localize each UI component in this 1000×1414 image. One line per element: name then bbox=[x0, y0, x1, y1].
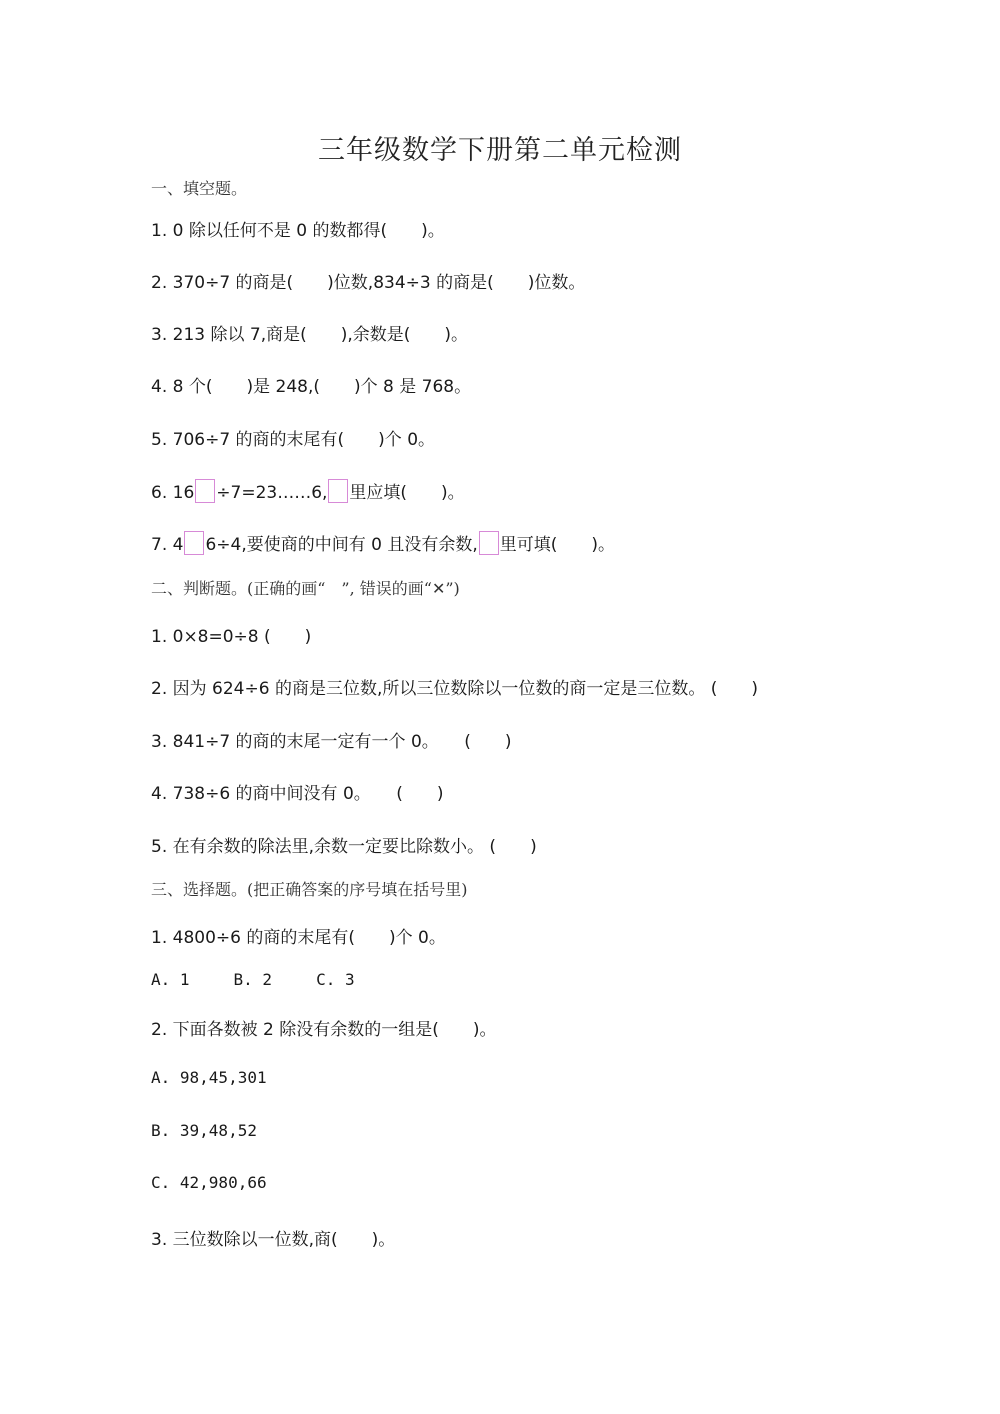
option-a: A. 1 bbox=[151, 970, 190, 989]
judge-question-4: 4. 738÷6 的商中间没有 0。 ( ) bbox=[151, 784, 444, 804]
answer-box[interactable] bbox=[328, 479, 348, 503]
judge-question-3: 3. 841÷7 的商的末尾一定有一个 0。 ( ) bbox=[151, 732, 512, 752]
q6-text-b: ÷7=23……6, bbox=[216, 483, 328, 503]
answer-box[interactable] bbox=[479, 531, 499, 555]
answer-box[interactable] bbox=[195, 479, 215, 503]
section-heading-choice: 三、选择题。(把正确答案的序号填在括号里) bbox=[151, 880, 468, 899]
answer-box[interactable] bbox=[184, 531, 204, 555]
choice-question-2: 2. 下面各数被 2 除没有余数的一组是( )。 bbox=[151, 1020, 497, 1040]
judge-question-2: 2. 因为 624÷6 的商是三位数,所以三位数除以一位数的商一定是三位数。 ( ) bbox=[151, 679, 759, 699]
choice-q2-option-b: B. 39,48,52 bbox=[151, 1121, 257, 1140]
choice-q2-option-a: A. 98,45,301 bbox=[151, 1068, 267, 1087]
section-heading-judge: 二、判断题。(正确的画“ ”, 错误的画“✕”) bbox=[151, 579, 460, 598]
section-heading-fill: 一、填空题。 bbox=[151, 179, 248, 198]
choice-q2-option-c: C. 42,980,66 bbox=[151, 1173, 267, 1192]
fill-question-6 bbox=[151, 478, 465, 503]
fill-question-5: 5. 706÷7 的商的末尾有( )个 0。 bbox=[151, 430, 436, 450]
judge-question-5: 5. 在有余数的除法里,余数一定要比除数小。 ( ) bbox=[151, 837, 537, 857]
q6-text-c: 里应填( )。 bbox=[349, 483, 465, 503]
judge-question-1: 1. 0×8=0÷8 ( ) bbox=[151, 627, 312, 647]
q7-text-b: 6÷4,要使商的中间有 0 且没有余数, bbox=[205, 535, 478, 555]
fill-question-3: 3. 213 除以 7,商是( ),余数是( )。 bbox=[151, 325, 469, 345]
page-title: 三年级数学下册第二单元检测 bbox=[318, 135, 682, 166]
choice-q1-options bbox=[151, 970, 355, 989]
q6-text-a: 6. 16 bbox=[151, 483, 195, 503]
q7-text-c: 里可填( )。 bbox=[499, 535, 616, 555]
fill-question-2: 2. 370÷7 的商是( )位数,834÷3 的商是( )位数。 bbox=[151, 273, 586, 293]
option-b: B. 2 bbox=[233, 970, 273, 989]
q7-text-a: 7. 4 bbox=[151, 535, 184, 555]
option-c: C. 3 bbox=[316, 970, 355, 989]
fill-question-1: 1. 0 除以任何不是 0 的数都得( )。 bbox=[151, 221, 445, 241]
fill-question-7 bbox=[151, 530, 615, 555]
choice-question-3: 3. 三位数除以一位数,商( )。 bbox=[151, 1230, 396, 1250]
choice-question-1: 1. 4800÷6 的商的末尾有( )个 0。 bbox=[151, 928, 446, 948]
fill-question-4: 4. 8 个( )是 248,( )个 8 是 768。 bbox=[151, 377, 472, 397]
